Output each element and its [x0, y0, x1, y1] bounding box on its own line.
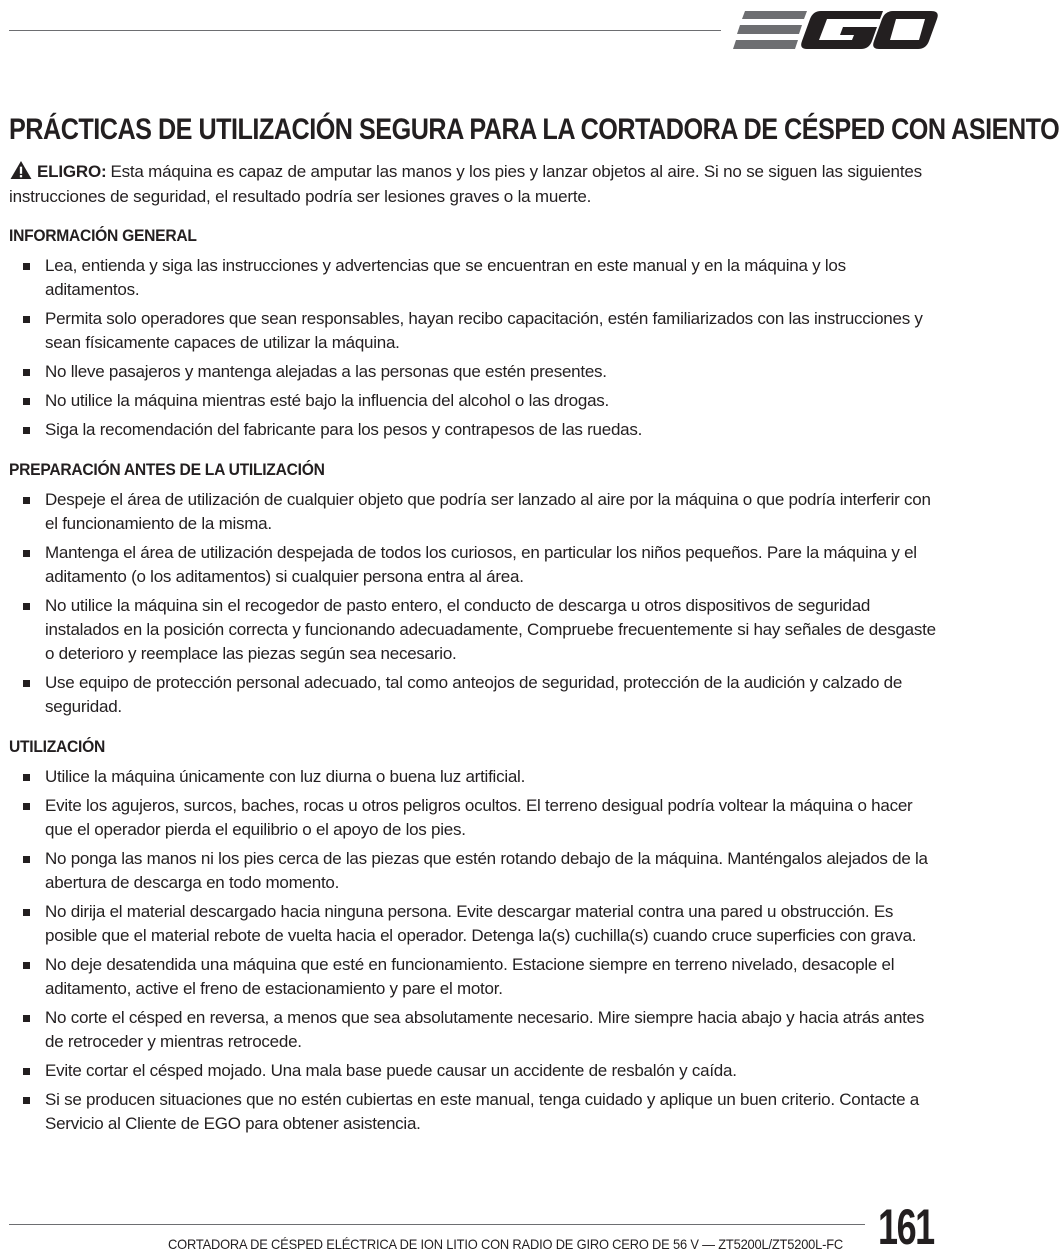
preparation-list — [9, 488, 939, 724]
general-info-list — [9, 254, 939, 447]
list-item: Si se producen situaciones que no estén cubiertas en este manual, tenga cuidado y aplique un buen criterio. Contacte a Servicio al Cliente de EGO para obtener asistencia. — [9, 1088, 939, 1136]
list-item: Mantenga el área de utilización despejada de todos los curiosos, en particular los niños pequeños. Pare la máquina y el aditamento (o los aditamentos) si cualquier persona entra al área. — [9, 541, 939, 589]
list-item: No utilice la máquina mientras esté bajo la influencia del alcohol o las drogas. — [9, 389, 939, 413]
footer-rule — [9, 1224, 865, 1225]
page-title: PRÁCTICAS DE UTILIZACIÓN SEGURA PARA LA CORTADORA DE CÉSPED CON ASIENTO — [9, 113, 1059, 146]
list-item: No dirija el material descargado hacia ninguna persona. Evite descargar material contra una pared u obstrucción. Es posible que el material rebote de vuelta hacia el operador. Detenga la(s) cuchilla(s) cuando cruce superficies con grava. — [9, 900, 939, 948]
ego-logo — [733, 6, 939, 54]
warning-label: ELIGRO: — [37, 162, 107, 181]
list-item: Siga la recomendación del fabricante para los pesos y contrapesos de las ruedas. — [9, 418, 939, 442]
list-item: No ponga las manos ni los pies cerca de las piezas que estén rotando debajo de la máquina. Manténgalos alejados de la abertura de descarga en todo momento. — [9, 847, 939, 895]
footer-product-name: CORTADORA DE CÉSPED ELÉCTRICA DE ION LITIO CON RADIO DE GIRO CERO DE 56 V — ZT5200L/ZT5200L-FC — [168, 1236, 844, 1252]
list-item: No corte el césped en reversa, a menos que sea absolutamente necesario. Mire siempre hacia abajo y hacia atrás antes de retroceder y mientras retrocede. — [9, 1006, 939, 1054]
list-item: No lleve pasajeros y mantenga alejadas a las personas que estén presentes. — [9, 360, 939, 384]
list-item: Utilice la máquina únicamente con luz diurna o buena luz artificial. — [9, 765, 939, 789]
section-title-operation: UTILIZACIÓN — [9, 737, 106, 756]
list-item: Use equipo de protección personal adecuado, tal como anteojos de seguridad, protección de la audición y calzado de seguridad. — [9, 671, 939, 719]
list-item: No deje desatendida una máquina que esté en funcionamiento. Estacione siempre en terreno nivelado, desacople el aditamento, active el freno de estacionamiento y pare el motor. — [9, 953, 939, 1001]
header-rule — [9, 30, 721, 31]
list-item: No utilice la máquina sin el recogedor de pasto entero, el conducto de descarga u otros dispositivos de seguridad instalados en la posición correcta y funcionando adecuadamente, Compruebe frecuentemente si hay señales de desgaste o deterioro y reemplace las piezas según sea necesario. — [9, 594, 939, 666]
section-title-preparation: PREPARACIÓN ANTES DE LA UTILIZACIÓN — [9, 460, 325, 479]
list-item: Evite los agujeros, surcos, baches, rocas u otros peligros ocultos. El terreno desigual podría voltear la máquina o hacer que el operador pierda el equilibrio o el apoyo de los pies. — [9, 794, 939, 842]
section-title-general-info: INFORMACIÓN GENERAL — [9, 226, 197, 245]
operation-list — [9, 765, 939, 1141]
list-item: Permita solo operadores que sean responsables, hayan recibo capacitación, estén familiarizados con las instrucciones y sean físicamente capaces de utilizar la máquina. — [9, 307, 939, 355]
warning-text: Esta máquina es capaz de amputar las manos y los pies y lanzar objetos al aire. Si no se siguen las siguientes instrucciones de seguridad, el resultado podría ser lesiones graves o la muerte. — [9, 162, 922, 206]
list-item: Despeje el área de utilización de cualquier objeto que podría ser lanzado al aire por la máquina o que podría interferir con el funcionamiento de la misma. — [9, 488, 939, 536]
page-number: 161 — [878, 1199, 934, 1255]
list-item: Evite cortar el césped mojado. Una mala base puede causar un accidente de resbalón y caída. — [9, 1059, 939, 1083]
danger-warning — [9, 160, 939, 209]
list-item: Lea, entienda y siga las instrucciones y advertencias que se encuentran en este manual y en la máquina y los aditamentos. — [9, 254, 939, 302]
warning-triangle-icon — [9, 160, 33, 180]
